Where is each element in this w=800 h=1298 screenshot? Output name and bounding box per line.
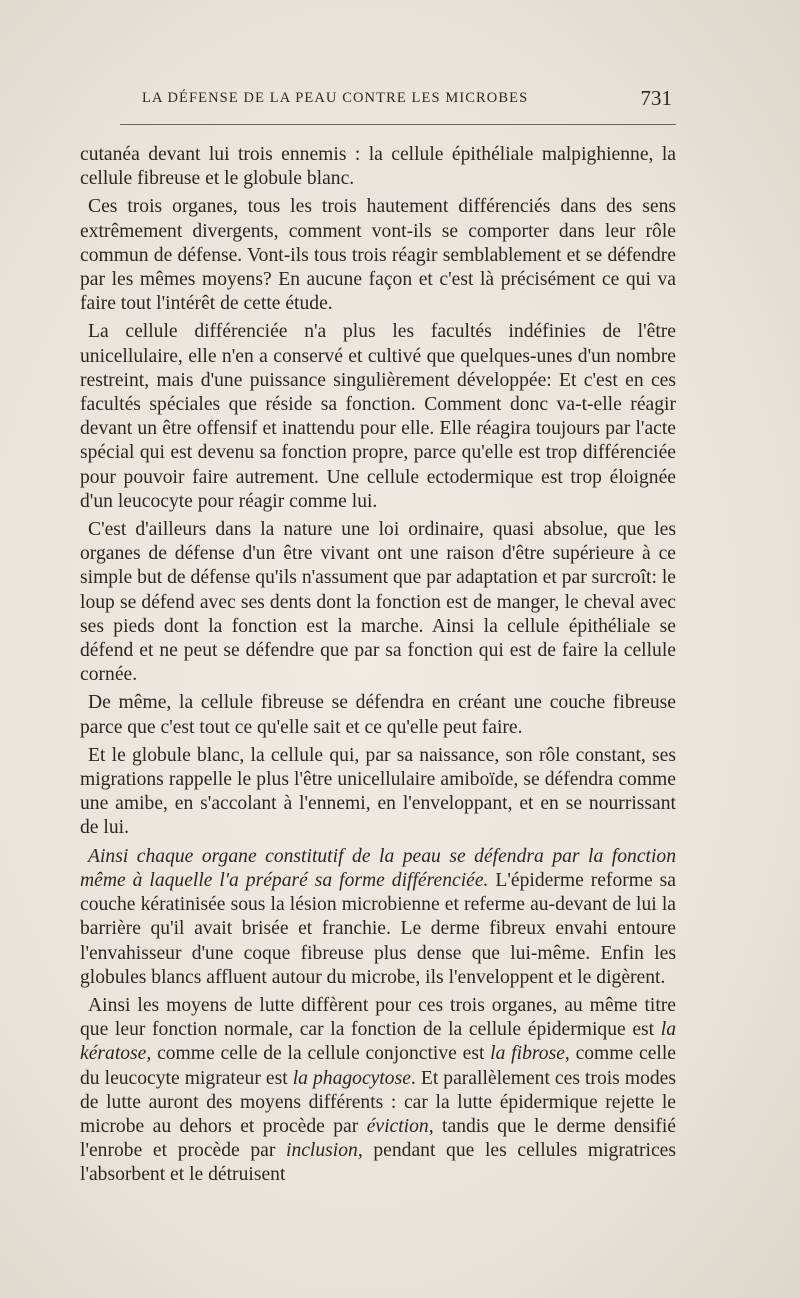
paragraph-text: Ainsi les moyens de lutte diffèrent pour ces trois organes, au même titre que leur fonction normale, car la fonction de la cellule épidermique est	[80, 994, 676, 1041]
page-header	[120, 86, 676, 112]
running-head: LA DÉFENSE DE LA PEAU CONTRE LES MICROBES	[142, 90, 529, 106]
italic-term: inclusion	[286, 1140, 358, 1162]
paragraph-text: , pendant que les cellules migratrices l'absorbent et le détruisent	[80, 1140, 676, 1186]
italic-term: la fibrose	[490, 1043, 565, 1065]
italic-term: éviction	[366, 1115, 429, 1137]
paragraph-text: . Et parallèlement ces trois modes de lutte auront des moyens différents : car la lutte épidermique rejette le microbe au dehors et procède par	[80, 1067, 676, 1137]
paragraph	[80, 845, 676, 990]
paragraph-text: , comme celle de la cellule conjonctive est	[146, 1043, 491, 1065]
paragraph: De même, la cellule fibreuse se défendra en créant une couche fibreuse parce que c'est tout ce qu'elle sait et ce qu'elle peut faire.	[80, 692, 676, 738]
page-number: 731	[640, 86, 672, 110]
paragraph	[80, 994, 676, 1188]
paragraph-text: , comme celle du leucocyte migrateur est	[80, 1043, 676, 1089]
paragraph: cutanéa devant lui trois ennemis : la cellule épithéliale malpighienne, la cellule fibreuse et le globule blanc.	[80, 144, 676, 190]
italic-term: la kératose	[80, 1019, 676, 1065]
italic-term: la phagocytose	[292, 1067, 411, 1089]
header-rule	[120, 124, 676, 125]
paragraph: Ces trois organes, tous les trois hautement différenciés dans des sens extrêmement divergents, comment vont-ils se comporter dans leur rôle commun de défense. Vont-ils tous trois réagir semblablement et se défendre par les mêmes moyens? En aucune façon et c'est là précisément ce qui va faire tout l'intérêt de cette étude.	[80, 196, 676, 315]
body-text	[80, 143, 676, 1188]
paragraph: La cellule différenciée n'a plus les facultés indéfinies de l'être unicellulaire, elle n'en a conservé et cultivé que quelques-unes d'un nombre restreint, mais d'une puissance singulièrement développée: Et c'est en ces facultés spéciales que réside sa fonction. Comment donc va-t-elle réagir devant un être offensif et inattendu pour elle. Elle réagira toujours par l'acte spécial qui est devenu sa fonction propre, parce qu'elle est trop différenciée pour pouvoir faire autrement. Une cellule ectodermique est trop éloignée d'un leucocyte pour réagir comme lui.	[80, 321, 676, 512]
paragraph: C'est d'ailleurs dans la nature une loi ordinaire, quasi absolue, que les organes de défense d'un être vivant ont une raison d'être supérieure à ce simple but de défense qu'ils n'assument que par adaptation et par surcroît: le loup se défend avec ses dents dont la fonction est de manger, le cheval avec ses pieds dont la fonction est la marche. Ainsi la cellule épithéliale se défend et ne peut se défendre que par sa fonction qui est de faire la cellule cornée.	[80, 519, 676, 686]
paragraph: Et le globule blanc, la cellule qui, par sa naissance, son rôle constant, ses migrations rappelle le plus l'être unicellulaire amiboïde, se défendra comme une amibe, en s'accolant à l'ennemi, en l'enveloppant, et en se nourrissant de lui.	[80, 744, 676, 839]
italic-thesis: Ainsi chaque organe constitutif de la peau se défendra par la fonction même à laquelle l'a préparé sa forme différenciée.	[80, 845, 676, 891]
paragraph-text: L'épiderme reforme sa couche kératinisée sous la lésion microbienne et referme au-devant de lui la barrière qu'il avait brisée et franchie. Le derme fibreux envahi entoure l'envahisseur d'une coque fibreuse plus dense que lui-même. Enfin les globules blancs affluent autour du microbe, ils l'enveloppent et le digèrent.	[80, 869, 676, 988]
paragraph-text: , tandis que le derme densifié l'enrobe et procède par	[80, 1115, 677, 1162]
